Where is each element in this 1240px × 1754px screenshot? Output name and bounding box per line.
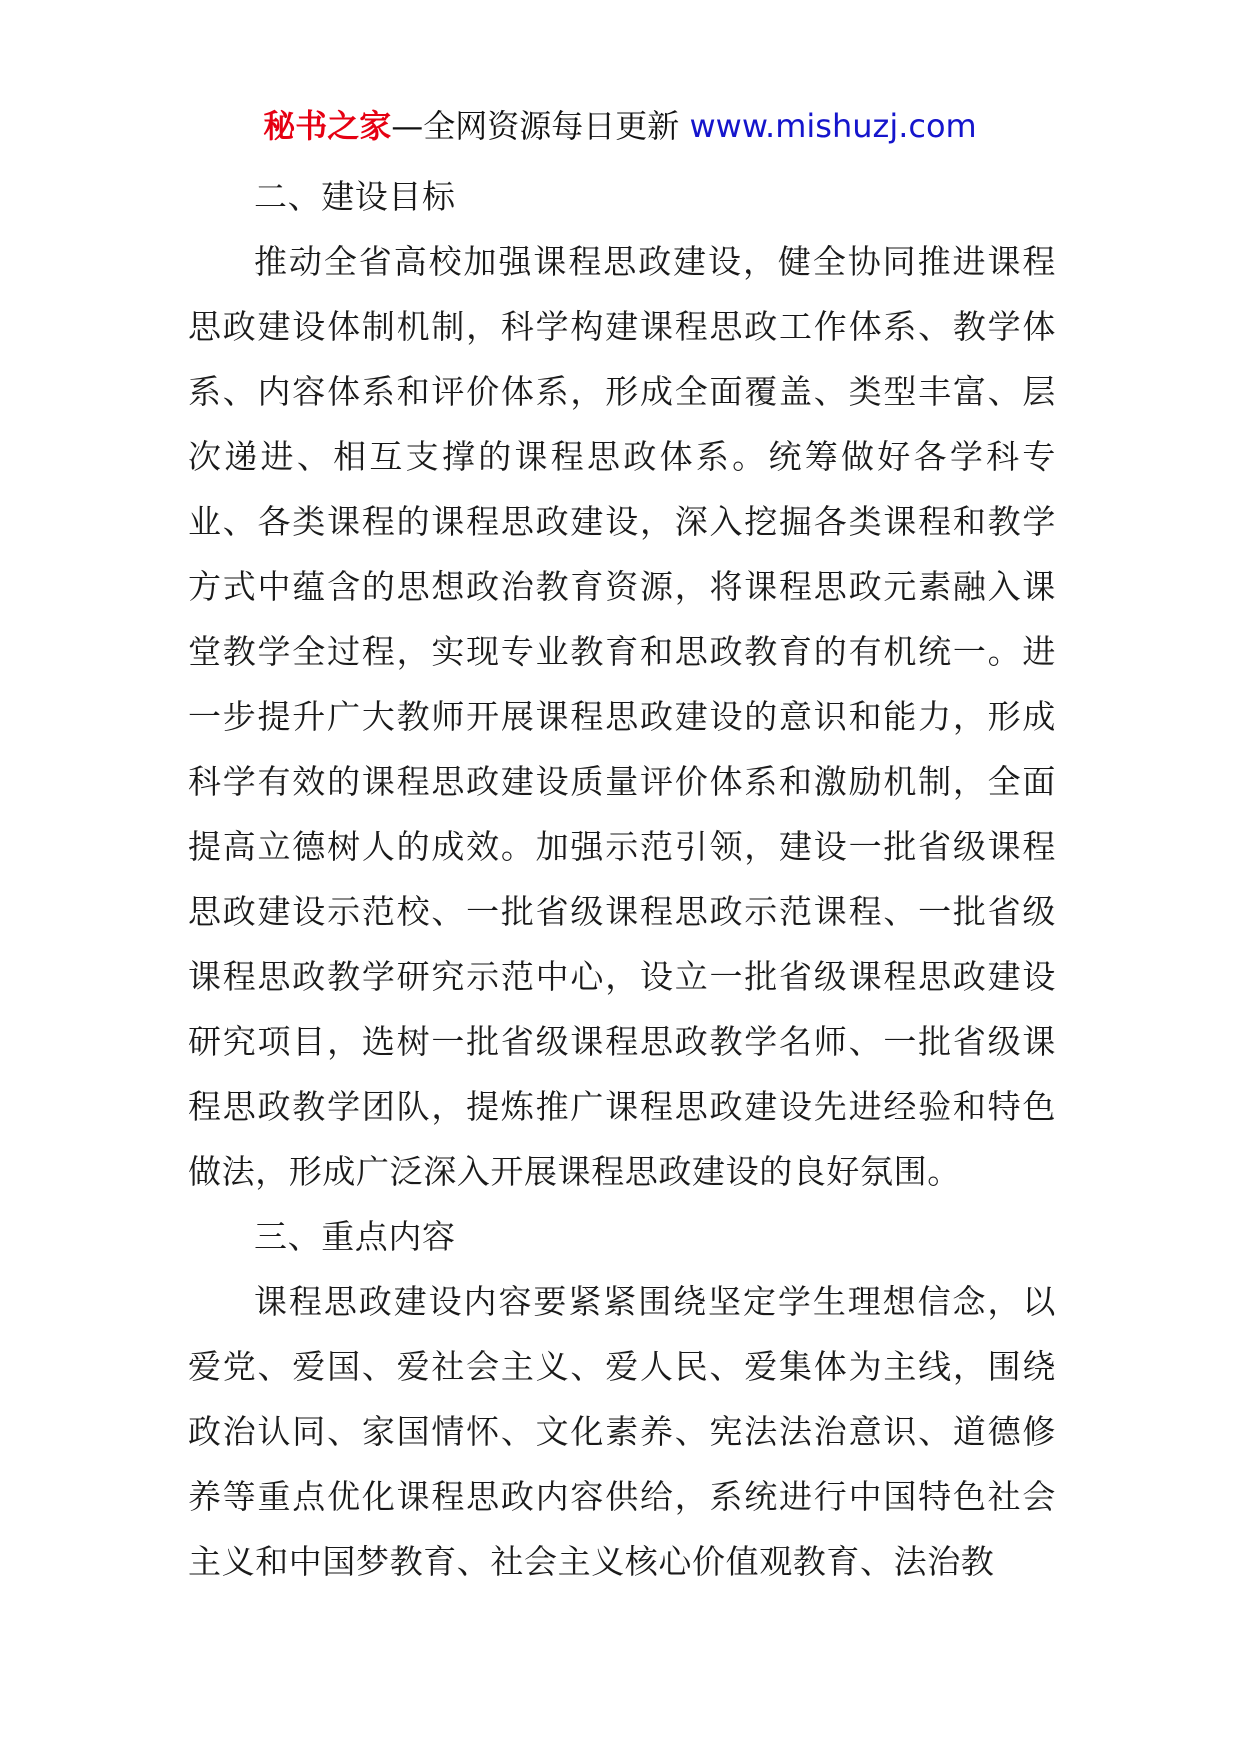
paragraph-goals: 推动全省高校加强课程思政建设，健全协同推进课程思政建设体制机制，科学构建课程思政工作体系、教学体系、内容体系和评价体系，形成全面覆盖、类型丰富、层次递进、相互支撑的课程思政体系。统筹做好各学科专业、各类课程的课程思政建设，深入挖掘各类课程和教学方式中蕴含的思想政治教育资源，将课程思政元素融入课堂教学全过程，实现专业教育和思政教育的有机统一。进一步提升广大教师开展课程思政建设的意识和能力，形成科学有效的课程思政建设质量评价体系和激励机制，全面提高立德树人的成效。加强示范引领，建设一批省级课程思政建设示范校、一批省级课程思政示范课程、一批省级课程思政教学研究示范中心，设立一批省级课程思政建设研究项目，选树一批省级课程思政教学名师、一批省级课程思政教学团队，提炼推广课程思政建设先进经验和特色做法，形成广泛深入开展课程思政建设的良好氛围。	[188, 242, 1056, 1191]
section-heading-key-content: 三、重点内容	[254, 1217, 456, 1256]
section-heading-goals: 二、建设目标	[254, 177, 456, 216]
document-body	[188, 164, 1056, 1594]
paragraph-key-content: 课程思政建设内容要紧紧围绕坚定学生理想信念，以爱党、爱国、爱社会主义、爱人民、爱集体为主线，围绕政治认同、家国情怀、文化素养、宪法法治意识、道德修养等重点优化课程思政内容供给，系统进行中国特色社会主义和中国梦教育、社会主义核心价值观教育、法治教	[188, 1282, 1056, 1581]
brand-name: 秘书之家	[263, 107, 392, 145]
site-url-link[interactable]: www.mishuzj.com	[689, 107, 977, 145]
site-header	[0, 104, 1240, 148]
header-tagline: —全网资源每日更新	[391, 107, 690, 145]
